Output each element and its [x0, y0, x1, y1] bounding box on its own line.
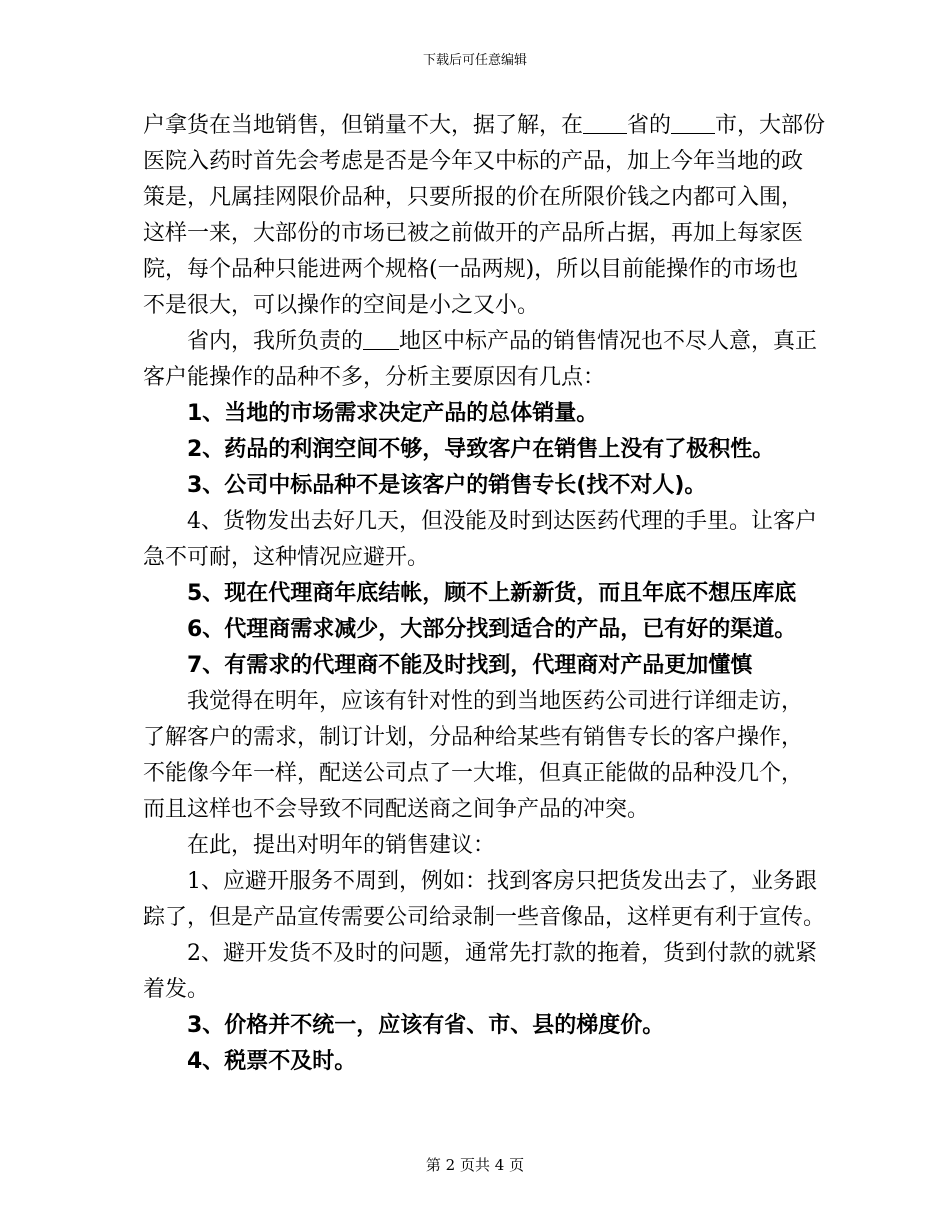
- text-line: 着发。: [143, 977, 210, 1002]
- text-line: 3、公司中标品种不是该客户的销售专长(找不对人)。: [187, 473, 707, 498]
- page-number-footer: 第 2 页共 4 页: [425, 1156, 525, 1174]
- document-body: [143, 108, 826, 1080]
- text-line: 在此，提出对明年的销售建议：: [187, 833, 496, 858]
- text-line: [143, 108, 826, 144]
- text-segment: 省内，我所负责的: [187, 329, 364, 354]
- paragraph-next-year-plan: [143, 684, 823, 828]
- text-line: 7、有需求的代理商不能及时找到，代理商对产品更加懂慎: [187, 653, 753, 678]
- text-line: 4、货物发出去好几天，但没能及时到达医药代理的手里。让客户: [187, 509, 817, 534]
- suggestion-item-4: [143, 1044, 823, 1080]
- text-segment: 省的: [627, 113, 672, 138]
- text-line: 2、药品的利润空间不够，导致客户在销售上没有了极积性。: [187, 437, 775, 462]
- paragraph-market-situation: [143, 108, 826, 324]
- paragraph-province-sales: [143, 324, 823, 396]
- text-line: 3、价格并不统一，应该有省、市、县的梯度价。: [187, 1013, 665, 1038]
- reason-item-5: [143, 576, 823, 612]
- text-line: 客户能操作的品种不多，分析主要原因有几点：: [143, 365, 606, 390]
- suggestion-item-1: [143, 864, 826, 936]
- reason-item-1: [143, 396, 823, 432]
- text-line: 不能像今年一样，配送公司点了一大堆，但真正能做的品种没几个，: [143, 761, 804, 786]
- blank-region: [363, 327, 399, 350]
- suggestion-item-2: [143, 936, 823, 1008]
- text-line: 1、应避开服务不周到，例如：找到客房只把货发出去了，业务跟: [187, 869, 817, 894]
- text-line: 而且这样也不会导致不同配送商之间争产品的冲突。: [143, 797, 650, 822]
- text-line: 策是，凡属挂网限价品种，只要所报的价在所限价钱之内都可入围，: [143, 185, 804, 210]
- text-line: 踪了，但是产品宣传需要公司给录制一些音像品，这样更有利于宣传。: [143, 905, 826, 930]
- paragraph-suggestions-intro: [143, 828, 823, 864]
- text-line: 这样一来，大部份的市场已被之前做开的产品所占据，再加上每家医: [143, 221, 804, 246]
- text-line: 不是很大，可以操作的空间是小之又小。: [143, 293, 540, 318]
- text-line: 5、现在代理商年底结帐，顾不上新新货，而且年底不想压库底: [187, 581, 797, 606]
- text-segment: 市，大部份: [715, 113, 826, 138]
- text-line: 6、代理商需求减少，大部分找到适合的产品，已有好的渠道。: [187, 617, 797, 642]
- reason-item-3: [143, 468, 823, 504]
- text-segment: 户拿货在当地销售，但销量不大，据了解，在: [143, 113, 584, 138]
- blank-city: [671, 111, 715, 134]
- text-line: 医院入药时首先会考虑是否是今年又中标的产品，加上今年当地的政: [143, 149, 804, 174]
- text-segment: 地区中标产品的销售情况也不尽人意，真正: [399, 329, 818, 354]
- reason-item-7: [143, 648, 823, 684]
- page-header: 下载后可任意编辑: [422, 53, 527, 68]
- reason-item-4: [143, 504, 823, 576]
- reason-item-2: [143, 432, 823, 468]
- suggestion-item-3: [143, 1008, 823, 1044]
- text-line: 1、当地的市场需求决定产品的总体销量。: [187, 401, 599, 426]
- text-line: 院，每个品种只能进两个规格(一品两规)，所以目前能操作的市场也: [143, 257, 799, 282]
- text-line: 4、税票不及时。: [187, 1049, 357, 1074]
- blank-province: [583, 111, 627, 134]
- text-line: [143, 324, 823, 360]
- text-line: 2、避开发货不及时的问题，通常先打款的拖着，货到付款的就紧: [187, 941, 817, 966]
- reason-item-6: [143, 612, 823, 648]
- text-line: 了解客户的需求，制订计划，分品种给某些有销售专长的客户操作，: [143, 725, 804, 750]
- text-line: 急不可耐，这种情况应避开。: [143, 545, 430, 570]
- text-line: 我觉得在明年，应该有针对性的到当地医药公司进行详细走访，: [187, 689, 804, 714]
